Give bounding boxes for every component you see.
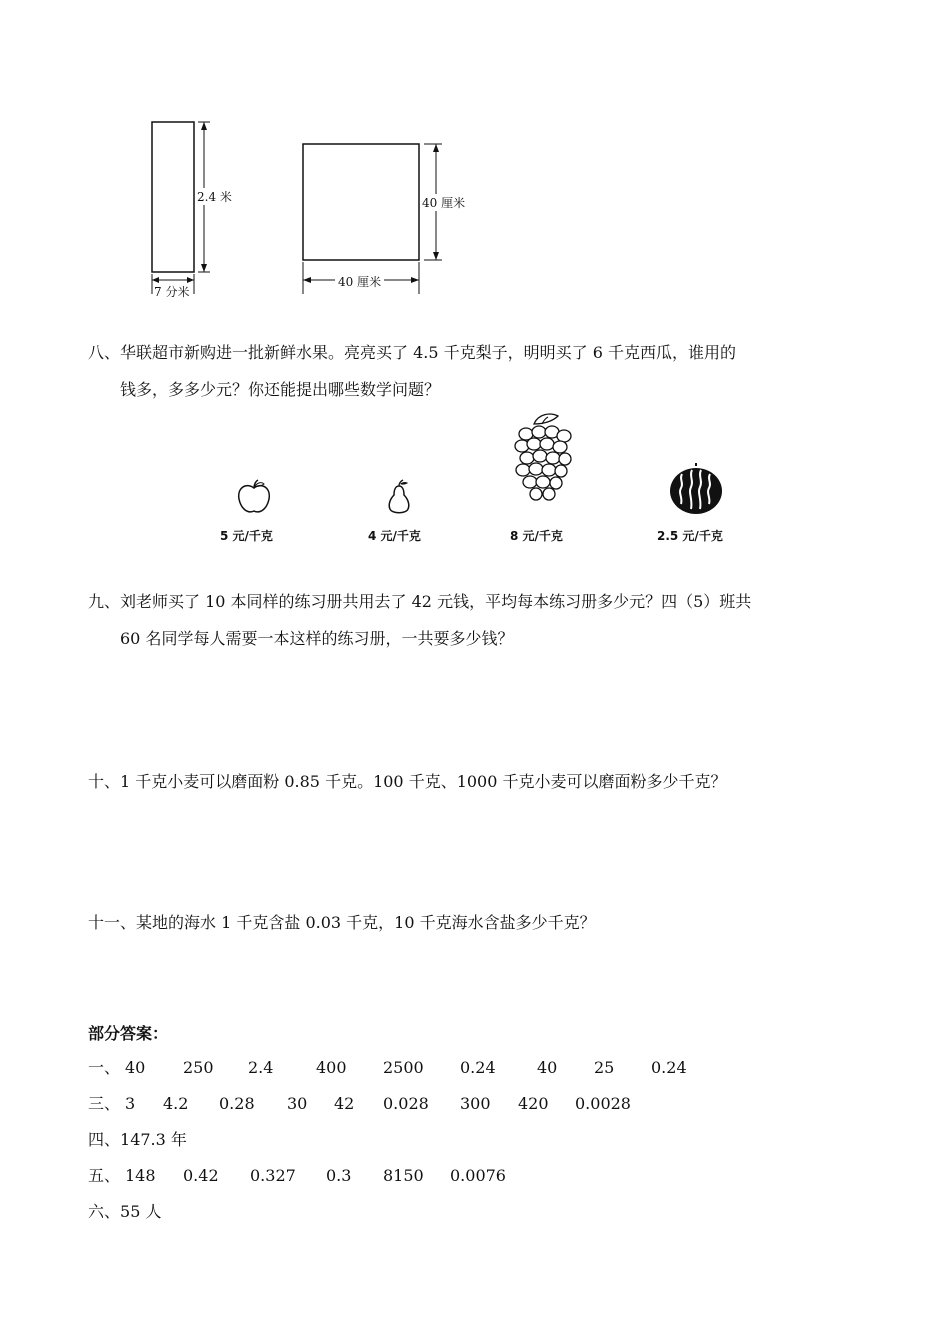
answer-value: 400 — [316, 1058, 347, 1077]
answer-value: 40 — [537, 1058, 558, 1077]
question-9-line-1: 九、刘老师买了 10 本同样的练习册共用去了 42 元钱，平均每本练习册多少元？四（5）班共 — [88, 592, 752, 611]
grapes-price: 8 元/千克 — [510, 529, 563, 543]
answer-value: 40 — [125, 1058, 146, 1077]
answer-value: 148 — [125, 1166, 156, 1185]
answer-value: 0.24 — [651, 1058, 687, 1077]
answer-value: 147.3 年 — [120, 1130, 187, 1149]
question-9-line-2: 60 名同学每人需要一本这样的练习册，一共要多少钱？ — [120, 629, 514, 648]
question-10: 十、1 千克小麦可以磨面粉 0.85 千克。100 千克、1000 千克小麦可以磨面粉多少千克？ — [88, 772, 727, 791]
answer-row-5 — [88, 1166, 506, 1186]
question-11: 十一、某地的海水 1 千克含盐 0.03 千克，10 千克海水含盐多少千克？ — [88, 913, 596, 932]
watermelon-icon — [668, 462, 724, 516]
apple-icon — [234, 478, 274, 518]
answer-value: 4.2 — [163, 1094, 189, 1113]
question-8-line-1: 八、华联超市新购进一批新鲜水果。亮亮买了 4.5 千克梨子，明明买了 6 千克西瓜，谁用的 — [88, 343, 736, 362]
answer-value: 0.028 — [383, 1094, 429, 1113]
answers-title: 部分答案： — [88, 1024, 169, 1043]
rect-height-label: 2.4 米 — [197, 190, 232, 204]
answer-value: 300 — [460, 1094, 491, 1113]
answer-value: 0.24 — [460, 1058, 496, 1077]
answer-row-3-prefix: 三、 — [88, 1094, 121, 1113]
answer-value: 2500 — [383, 1058, 424, 1077]
answer-value: 0.327 — [250, 1166, 296, 1185]
answer-value: 420 — [518, 1094, 549, 1113]
watermelon-price: 2.5 元/千克 — [657, 529, 723, 543]
grapes-icon — [512, 410, 576, 510]
answer-value: 250 — [183, 1058, 214, 1077]
answer-value: 8150 — [383, 1166, 424, 1185]
answer-row-1-prefix: 一、 — [88, 1058, 121, 1077]
answer-value: 0.0028 — [575, 1094, 631, 1113]
pear-price: 4 元/千克 — [368, 529, 421, 543]
answer-value: 0.28 — [219, 1094, 255, 1113]
apple-price: 5 元/千克 — [220, 529, 273, 543]
answer-row-4 — [88, 1130, 187, 1150]
rect-width-label: 7 分米 — [154, 285, 190, 299]
answer-row-1 — [88, 1058, 687, 1078]
answer-value: 0.3 — [326, 1166, 352, 1185]
answer-row-5-prefix: 五、 — [88, 1166, 121, 1185]
answer-value: 2.4 — [248, 1058, 274, 1077]
answer-value: 0.42 — [183, 1166, 219, 1185]
answer-row-4-prefix: 四、 — [88, 1130, 121, 1149]
square-shape — [303, 144, 419, 260]
answer-value: 3 — [125, 1094, 136, 1113]
shape-figures — [140, 112, 640, 302]
answer-value: 25 — [594, 1058, 615, 1077]
square-width-label: 40 厘米 — [335, 273, 384, 290]
rectangle-shape — [152, 122, 194, 272]
answer-row-6 — [88, 1202, 161, 1222]
answer-value: 42 — [334, 1094, 355, 1113]
square-height-label: 40 厘米 — [422, 196, 466, 210]
answer-value: 0.0076 — [450, 1166, 506, 1185]
answer-value: 30 — [287, 1094, 308, 1113]
answer-row-3 — [88, 1094, 631, 1114]
answer-value: 55 人 — [120, 1202, 162, 1221]
pear-icon — [384, 478, 414, 518]
question-8-line-2: 钱多，多多少元？你还能提出哪些数学问题？ — [120, 380, 441, 399]
answer-row-6-prefix: 六、 — [88, 1202, 121, 1221]
